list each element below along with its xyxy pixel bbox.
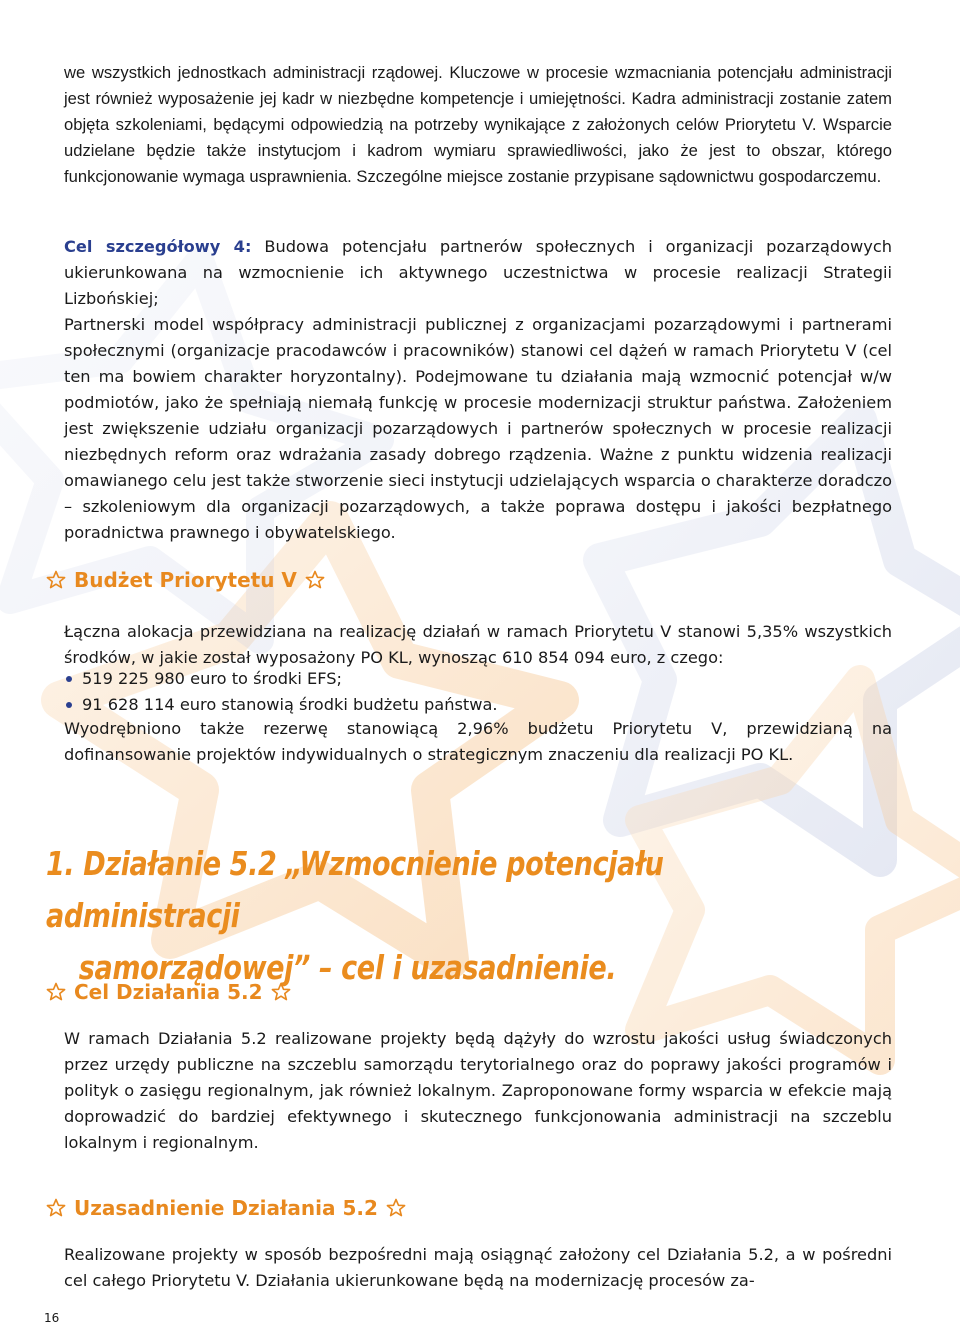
reserve-paragraph: Wyodrębniono także rezerwę stanowiącą 2,96% budżetu Priorytetu V, przewidzianą na dofinansowanie projektów indywidualnych o strategicznym znaczeniu dla realizacji PO KL.: [64, 719, 892, 764]
budget-heading-text: Budżet Priorytetu V: [74, 568, 297, 592]
justification-heading-text: Uzasadnienie Działania 5.2: [74, 1196, 378, 1220]
goal4-paragraph: [64, 234, 892, 312]
star-icon: [305, 570, 325, 590]
goal-heading: [46, 980, 291, 1004]
star-icon: [46, 1198, 66, 1218]
star-icon: [46, 982, 66, 1002]
goal4-body-paragraph: Partnerski model współpracy administracji publicznej z organizacjami pozarządowymi i partnerami społecznymi (organizacje pracodawców i pracowników) stanowi cel dążeń w ramach Priorytetu V (cel ten ma bowiem charakter horyzontalny). Podejmowane tu działania mają wzmocnić potencjał w/w podmiotów, jako że spełniają niemałą funkcję w procesie modernizacji struktur państwa. Założeniem jest zwiększenie udziału organizacji pozarządowych i partnerów społecznych w procesie realizacji niezbędnych reform oraz wdrażania zasady dobrego rządzenia. Ważne z punktu widzenia realizacji omawianego celu jest także stworzenie sieci instytucji udzielających wsparcia o charakterze doradczo – szkoleniowym dla organizacji pozarządowych, a także poprawa dostępu i jakości bezpłatnego poradnictwa prawnego i obywatelskiego.: [64, 315, 892, 542]
budget-list: [64, 666, 892, 718]
goal4-label: Cel szczegółowy 4:: [64, 237, 252, 256]
section-title-line2: samorządowej” – cel i uzasadnienie.: [78, 948, 617, 987]
section-title: [46, 838, 751, 994]
star-icon: [386, 1198, 406, 1218]
justification-paragraph: Realizowane projekty w sposób bezpośredni mają osiągnąć założony cel Działania 5.2, a w pośredni cel całego Priorytetu V. Działania ukierunkowane będą na modernizację procesów za-: [64, 1245, 892, 1290]
star-icon: [271, 982, 291, 1002]
justification-heading: [46, 1196, 406, 1220]
goal4-text: Budowa potencjału partnerów społecznych i organizacji pozarządowych ukierunkowana na wzmocnienie ich aktywnego uczestnictwa w procesie realizacji Strategii Lizbońskiej;: [64, 237, 892, 308]
star-icon: [46, 570, 66, 590]
goal-paragraph: W ramach Działania 5.2 realizowane projekty będą dążyły do wzrostu jakości usług świadczonych przez urzędy publiczne na szczeblu samorządu terytorialnego oraz do poprawy jakości programów i polityk o zasięgu regionalnym, jak również lokalnym. Zaproponowane formy wsparcia w efekcie mają doprowadzić do bardziej efektywnego i skutecznego funkcjonowania administracji na szczeblu lokalnym i regionalnym.: [64, 1029, 892, 1152]
page-number: 16: [44, 1311, 60, 1325]
list-item: 91 628 114 euro stanowią środki budżetu państwa.: [64, 692, 892, 718]
list-item: 519 225 980 euro to środki EFS;: [64, 666, 892, 692]
goal-heading-text: Cel Działania 5.2: [74, 980, 263, 1004]
section-title-line1: 1. Działanie 5.2 „Wzmocnienie potencjału administracji: [46, 844, 664, 935]
budget-paragraph: Łączna alokacja przewidziana na realizację działań w ramach Priorytetu V stanowi 5,35% wszystkich środków, w jakie został wyposażony PO KL, wynosząc 610 854 094 euro, z czego:: [64, 622, 892, 667]
budget-heading: [46, 568, 325, 592]
intro-paragraph: we wszystkich jednostkach administracji rządowej. Kluczowe w procesie wzmacniania potencjału administracji jest również wyposażenie jej kadr w niezbędne kompetencje i umiejętności. Kadra administracji zostanie zatem objęta szkoleniami, będącymi odpowiedzią na potrzeby wynikające z założonych celów Priorytetu V. Wsparcie udzielane będzie także instytucjom i kadrom wymiaru sprawiedliwości, jako że jest to obszar, którego funkcjonowanie wymaga usprawnienia. Szczególne miejsce zostanie przypisane sądownictwu gospodarczemu.: [64, 63, 892, 186]
